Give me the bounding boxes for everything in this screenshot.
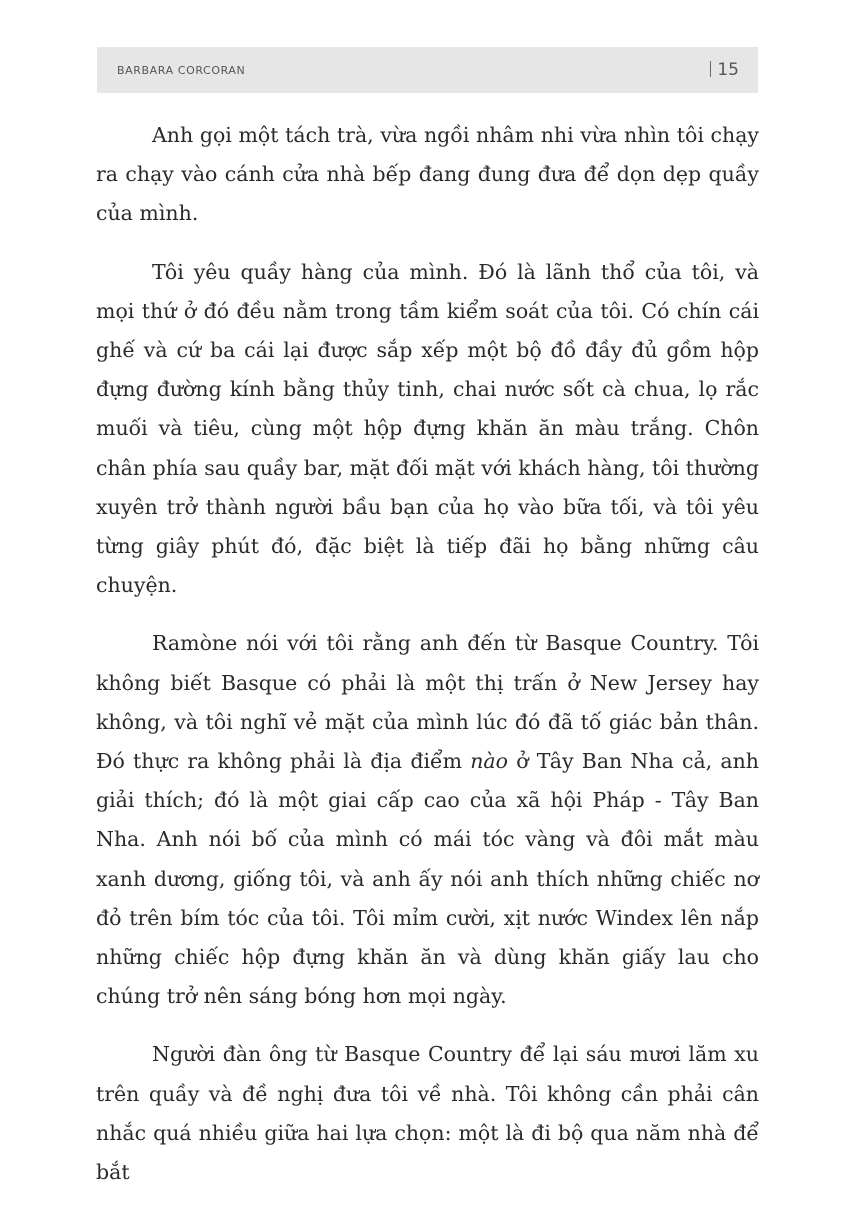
body-text bbox=[96, 116, 759, 1192]
page-number bbox=[710, 59, 739, 81]
paragraph-1: Anh gọi một tách trà, vừa ngồi nhâm nhi vừa nhìn tôi chạy ra chạy vào cánh cửa nhà bếp đang đung đưa để dọn dẹp quầy của mình. bbox=[96, 123, 759, 226]
paragraph-3 bbox=[96, 624, 759, 1016]
paragraph-3-italic-word: nào bbox=[470, 749, 509, 774]
paragraph-3-part-2: ở Tây Ban Nha cả, anh giải thích; đó là một giai cấp cao của xã hội Pháp - Tây Ban Nha. Anh nói bố của mình có mái tóc vàng và đôi mắt màu xanh dương, giống tôi, và anh ấy nói anh thích những chiếc nơ đỏ trên bím tóc của tôi. Tôi mỉm cười, xịt nước Windex lên nắp những chiếc hộp đựng khăn ăn và dùng khăn giấy lau cho chúng trở nên sáng bóng hơn mọi ngày. bbox=[96, 749, 759, 1009]
running-header-author: BARBARA CORCORAN bbox=[117, 64, 246, 77]
running-header bbox=[97, 47, 758, 93]
page-number-value: 15 bbox=[717, 60, 739, 80]
paragraph-2: Tôi yêu quầy hàng của mình. Đó là lãnh thổ của tôi, và mọi thứ ở đó đều nằm trong tầm kiểm soát của tôi. Có chín cái ghế và cứ ba cái lại được sắp xếp một bộ đồ đầy đủ gồm hộp đựng đường kính bằng thủy tinh, chai nước sốt cà chua, lọ rắc muối và tiêu, cùng một hộp đựng khăn ăn màu trắng. Chôn chân phía sau quầy bar, mặt đối mặt với khách hàng, tôi thường xuyên trở thành người bầu bạn của họ vào bữa tối, và tôi yêu từng giây phút đó, đặc biệt là tiếp đãi họ bằng những câu chuyện. bbox=[96, 259, 759, 598]
paragraph-4: Người đàn ông từ Basque Country để lại sáu mươi lăm xu trên quầy và đề nghị đưa tôi về nhà. Tôi không cần phải cân nhắc quá nhiều giữa hai lựa chọn: một là đi bộ qua năm nhà để bắt bbox=[96, 1042, 759, 1185]
paragraph-3-part-1: Ramòne nói với tôi rằng anh đến từ Basque Country. Tôi không biết Basque có phải là một thị trấn ở New Jersey hay không, và tôi nghĩ vẻ mặt của mình lúc đó đã tố giác bản thân. Đó thực ra không phải là địa điểm bbox=[96, 631, 759, 774]
page-number-separator bbox=[710, 61, 711, 77]
